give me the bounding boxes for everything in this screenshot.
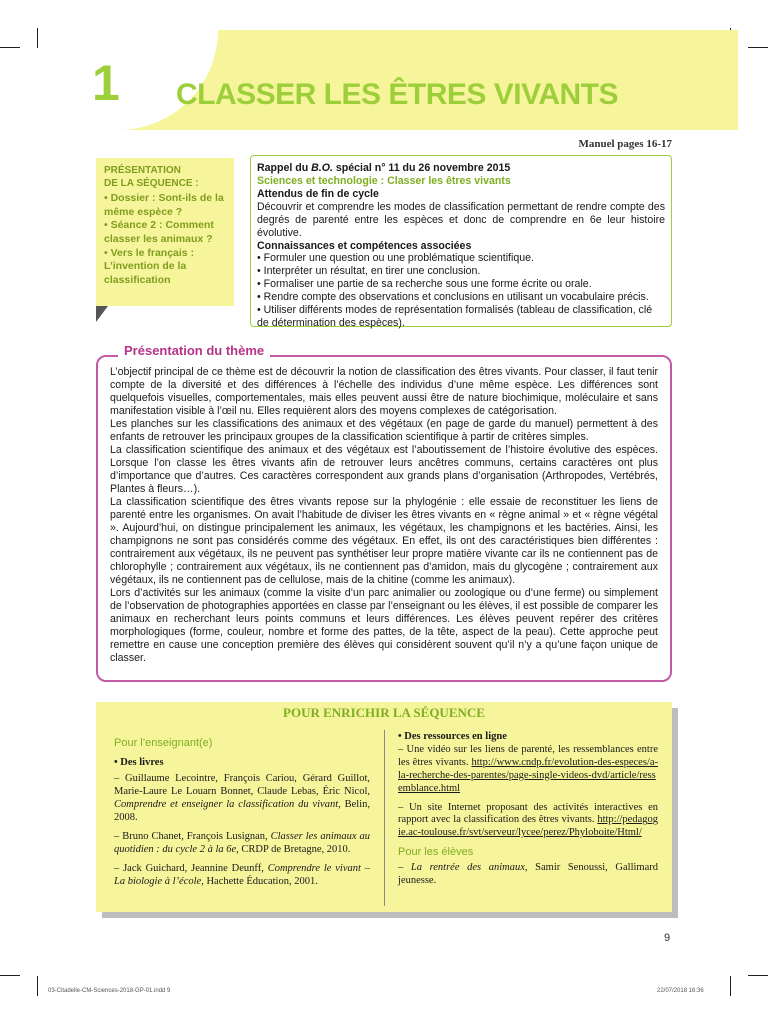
enrichir-divider xyxy=(384,730,385,906)
bo-competence-item: • Utiliser différents modes de représentation formalisés (tableau de classification, clé de détermination des espèces). xyxy=(257,304,653,330)
manuel-reference: Manuel pages 16-17 xyxy=(578,138,672,150)
sequence-title-2: DE LA SÉQUENCE : xyxy=(104,178,199,189)
enrichir-online-column xyxy=(398,731,658,888)
bo-competence-item: • Rendre compte des observations et conclusions en utilisant un vocabulaire précis. xyxy=(257,291,649,304)
bo-attendus-text: Découvrir et comprendre les modes de classification permettant de rendre compte des degrés de parenté entre les espèces et donc de comprendre en 6e leur histoire évolutive. xyxy=(257,200,665,239)
online-entry: – Une vidéo sur les liens de parenté, les ressemblances entre les êtres vivants. http://www.cndp.fr/evolution-des-especes/a-la-recherche-des-parentes/page-single-videos-dvd/article/ressemblance.html xyxy=(398,743,658,794)
footer-date: 22/07/2018 16:36 xyxy=(657,988,704,994)
theme-paragraph: La classification scientifique des êtres vivants repose sur la phylogénie : elle essaie de reconstituer les liens de parenté entre les organismes. On avait l’habitude de diviser les êtres vivants en « règne animal » et « règne végétal ». Aujourd’hui, on distingue principalement les animaux, les végétaux, les champignons et les bactéries. Ainsi, les champignons ne sont pas considérés comme des végétaux. En effet, ils ont des caractéristiques bien différentes : contrairement aux végétaux, ils ne peuvent pas synthétiser leur propre matière vivante car ils ne contiennent pas de chlorophylle ; contrairement aux végétaux, ils ne contiennent pas d’amidon, mais du glycogène ; contrairement aux végétaux, ils ne contiennent pas de cellulose, mais de la chitine (comme les animaux). xyxy=(110,496,658,586)
online-label: • Des ressources en ligne xyxy=(398,731,507,742)
enrichir-title: POUR ENRICHIR LA SÉQUENCE xyxy=(283,705,485,720)
page-number: 9 xyxy=(664,932,671,944)
book-entry: – Jack Guichard, Jeannine Deunff, Comprendre le vivant – La biologie à l’école, Hachette Éducation, 2001. xyxy=(114,862,370,887)
bo-competence-item: • Interpréter un résultat, en tirer une conclusion. xyxy=(257,265,481,278)
books-label: • Des livres xyxy=(114,756,164,768)
sequence-fold xyxy=(96,306,108,322)
bo-competence-item: • Formuler une question ou une problématique scientifique. xyxy=(257,252,534,265)
bo-box xyxy=(250,155,672,330)
theme-box xyxy=(96,355,672,682)
bo-competences-title: Connaissances et compétences associées xyxy=(257,239,472,252)
theme-paragraph: La classification scientifique des animaux et des végétaux est l’aboutissement de l’histoire évolutive des espèces. Lorsque l’on classe les êtres vivants afin de retrouver leurs ancêtres communs, certains caractères ont plus d’importance que d’autres. Ces caractères correspondent aux grands plans d’organisation (Arthropodes, Vertébrés, Plantes à fleurs…). xyxy=(110,444,658,495)
theme-paragraph: Les planches sur les classifications des animaux et des végétaux (en page de garde du manuel) permettent à des enfants de retrouver les principaux groupes de la classification scientifique à partir de critères simples. xyxy=(110,418,658,443)
sequence-item-francais: • Vers le français : L’invention de la classification xyxy=(104,246,195,286)
theme-paragraph: L’objectif principal de ce thème est de découvrir la notion de classification des êtres vivants. Pour classer, il faut tenir compte de la diversité et des différences à l’échelle des individus d’une même espèce. Les différences sont quelquefois visuelles, comportementales, mais elles peuvent aussi être de nature biochimique, moléculaire et sans manifestation visible à l’œil nu. Elles requièrent alors des moyens complexes de catégorisation. xyxy=(110,366,658,417)
online-entry: – Un site Internet proposant des activités interactives en rapport avec la classification des êtres vivants. http://pedagogie.ac-toulouse.fr/svt/serveur/lycee/perez/Phyloboite/Html/ xyxy=(398,801,658,839)
teacher-label: Pour l’enseignant(e) xyxy=(114,737,213,749)
theme-paragraph: Lors d’activités sur les animaux (comme la visite d’un parc animalier ou zoologique ou d’une ferme) ou simplement de l’observation de photographies apportées en classe par l’enseignant ou les élèves, il est possible de comparer les animaux en recherchant leurs points communs et leurs différences. Les élèves peuvent repérer des critères morphologiques (forme, couleur, nombre et forme des pattes, de la tête, aspect de la peau). Cette approche peut remettre en cause une conception première des élèves qui considèrent souvent qu’il n’y a qu’une façon unique de classer. xyxy=(110,587,658,664)
footer-file: 03-Citadelle-CM-Sciences-2018-GP-01.indd 9 xyxy=(48,988,171,994)
sequence-item-dossier: • Dossier : Sont-ils de la même espèce ? xyxy=(104,192,224,218)
bo-competence-item: • Formaliser une partie de sa recherche sous une forme écrite ou orale. xyxy=(257,278,592,291)
chapter-number: 1 xyxy=(92,55,120,111)
sequence-title-1: PRÉSENTATION xyxy=(104,165,181,176)
online-link[interactable]: http://pedagogie.ac-toulouse.fr/svt/serveur/lycee/perez/Phyloboite/Html/ xyxy=(398,814,658,839)
sequence-item-seance: • Séance 2 : Comment classer les animaux ? xyxy=(104,219,214,245)
bo-heading: Rappel du B.O. spécial n° 11 du 26 novembre 2015 xyxy=(257,162,511,174)
online-link[interactable]: http://www.cndp.fr/evolution-des-especes/a-la-recherche-des-parentes/page-single-videos-dvd/article/ressemblance.html xyxy=(398,756,658,794)
page-title: CLASSER LES ÊTRES VIVANTS xyxy=(176,78,619,111)
book-entry: – Bruno Chanet, François Lusignan, Classer les animaux au quotidien : du cycle 2 à la 6e, CRDP de Bretagne, 2010. xyxy=(114,831,370,855)
theme-label: Présentation du thème xyxy=(118,343,270,358)
student-book-entry: – La rentrée des animaux, Samir Senoussi, Gallimard jeunesse. xyxy=(398,861,658,886)
students-label: Pour les élèves xyxy=(398,846,474,859)
sequence-box xyxy=(96,158,234,306)
bo-subject: Sciences et technologie : Classer les êtres vivants xyxy=(257,174,511,187)
bo-attendus-title: Attendus de fin de cycle xyxy=(257,187,379,200)
enrichir-teacher-column xyxy=(114,737,370,895)
book-entry: – Guillaume Lecointre, François Cariou, Gérard Guillot, Marie-Laure Le Louarn Bonnet, Claude Lebas, Éric Nicol, Comprendre et enseigner la classification du vivant, Belin, 2008. xyxy=(114,773,370,824)
